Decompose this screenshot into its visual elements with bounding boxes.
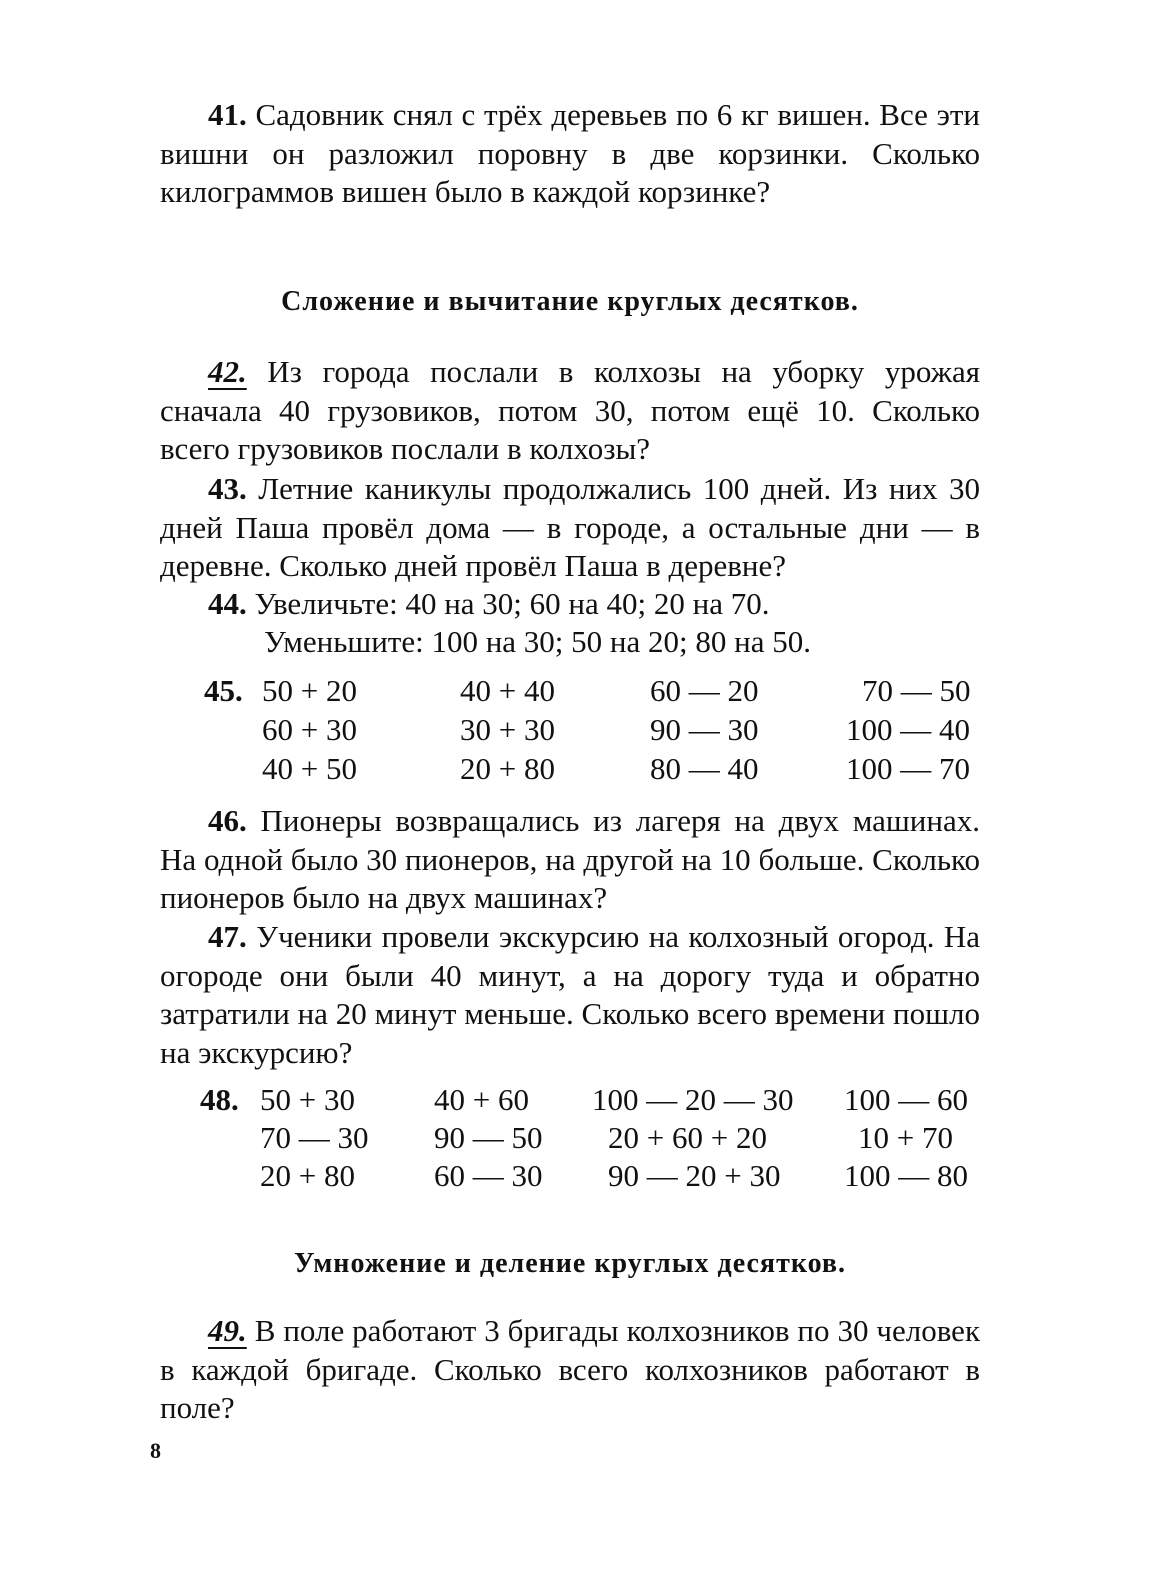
problem-number: 41.: [208, 97, 247, 132]
problem-text: Садовник снял с трёх деревьев по 6 кг вишен. Все эти вишни он разложил поровну в две корзинки. Сколько килограммов вишен было в каждой корзинке?: [160, 97, 981, 209]
problem-48-number: 48.: [200, 1082, 239, 1117]
problem-47: [160, 918, 980, 1072]
problem-number: 49.: [208, 1313, 247, 1348]
expression: 10 + 70: [858, 1120, 953, 1155]
expression: 60 — 30: [434, 1158, 543, 1193]
problem-42: [160, 353, 980, 469]
expression: 40 + 40: [460, 673, 555, 708]
problem-41: [160, 96, 980, 212]
expression: 20 + 80: [260, 1158, 355, 1193]
expression: 60 — 20: [650, 673, 759, 708]
expression: 100 — 20 — 30: [592, 1082, 794, 1117]
expression: 90 — 20 + 30: [608, 1158, 781, 1193]
expression: 100 — 70: [846, 751, 970, 786]
section-heading-addition: Сложение и вычитание круглых десятков.: [281, 286, 859, 317]
expression: 100 — 80: [844, 1158, 968, 1193]
expression: 20 + 80: [460, 751, 555, 786]
problem-number: 46.: [208, 803, 247, 838]
problem-45-number: 45.: [204, 673, 243, 708]
expression: 50 + 30: [260, 1082, 355, 1117]
expression: 80 — 40: [650, 751, 759, 786]
problem-text: Ученики провели экскурсию на колхозный огород. На огороде они были 40 минут, а на дорогу туда и обратно затратили на 20 минут меньше. Сколько всего времени пошло на экскурсию?: [160, 919, 981, 1070]
expression: 40 + 60: [434, 1082, 529, 1117]
problem-text: Пионеры возвращались из лагеря на двух машинах. На одной было 30 пионеров, на другой на 10 больше. Сколько пионеров было на двух машинах?: [160, 803, 980, 915]
expression: 70 — 50: [862, 673, 971, 708]
page-number: 8: [150, 1438, 161, 1463]
expression: 100 — 60: [844, 1082, 968, 1117]
expression: 30 + 30: [460, 712, 555, 747]
expression: 60 + 30: [262, 712, 357, 747]
problem-text: Летние каникулы продолжались 100 дней. Из них 30 дней Паша провёл дома — в городе, а остальные дни — в деревне. Сколько дней провёл Паша в деревне?: [160, 471, 981, 583]
problem-number: 47.: [208, 919, 247, 954]
expression: 50 + 20: [262, 673, 357, 708]
problem-number: 43.: [208, 471, 247, 506]
problem-text: Увеличьте: 40 на 30; 60 на 40; 20 на 70.: [254, 586, 770, 621]
problem-46: [160, 802, 980, 918]
problem-text: Из города послали в колхозы на уборку урожая сначала 40 грузовиков, потом 30, потом ещё 10. Сколько всего грузовиков послали в колхозы?: [160, 354, 981, 466]
problem-49: [160, 1312, 980, 1428]
problem-44-line-1: [208, 586, 769, 622]
expression: 20 + 60 + 20: [608, 1120, 767, 1155]
problem-44-line-2: Уменьшите: 100 на 30; 50 на 20; 80 на 50.: [264, 624, 811, 659]
expression: 40 + 50: [262, 751, 357, 786]
problem-text: В поле работают 3 бригады колхозников по 30 человек в каждой бригаде. Сколько всего колхозников работают в поле?: [160, 1313, 981, 1425]
expression: 100 — 40: [846, 712, 970, 747]
problem-43: [160, 470, 980, 586]
problem-number: 44.: [208, 586, 247, 621]
problem-number: 42.: [208, 354, 247, 389]
expression: 90 — 50: [434, 1120, 543, 1155]
section-heading-multiplication: Умножение и деление круглых десятков.: [293, 1248, 847, 1279]
expression: 90 — 30: [650, 712, 759, 747]
expression: 70 — 30: [260, 1120, 369, 1155]
